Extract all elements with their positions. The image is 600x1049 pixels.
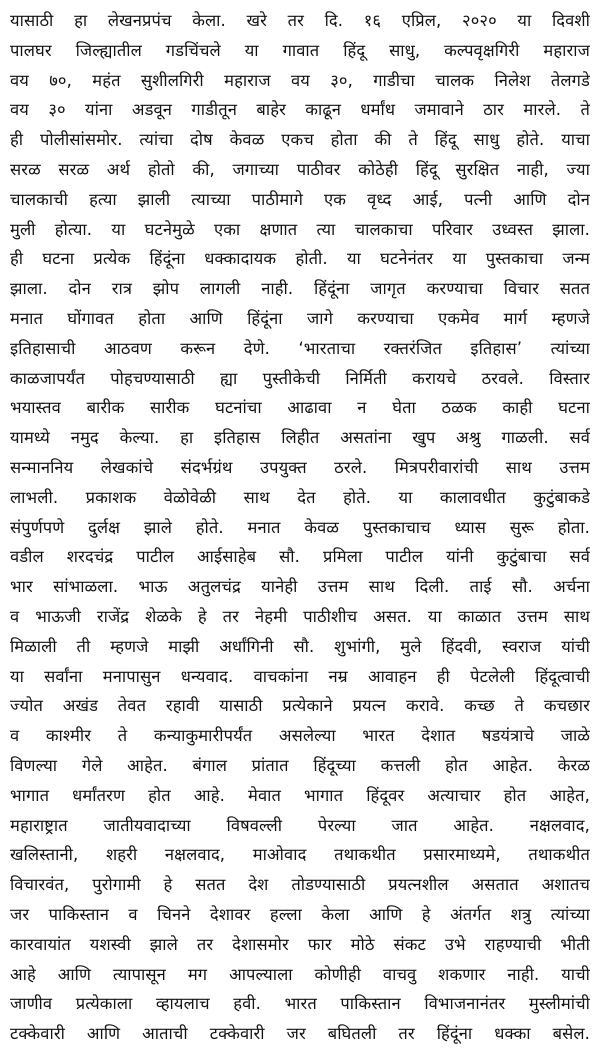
text-line: जर पाकिस्तान व चिनने देशावर हल्ला केला आणि हे अंतर्गत शत्रु त्यांच्या [10, 904, 590, 924]
text-line: व काश्मीर ते कन्याकुमारीपर्यंत असलेल्या भारत देशात षडयंत्राचे जाळे [10, 726, 590, 746]
text-line: पालघर जिल्ह्यातील गडचिंचले या गावात हिंदू साधु, कल्पवृक्षगिरी महाराज [10, 40, 590, 60]
text-line: आहे आणि त्यापासून मग आपल्याला कोणीही वाचवु शकणार नाही. याची [10, 964, 590, 984]
text-line: इतिहासाची आठवण करून देणे. ‘भारताचा रक्तरंजित इतिहास’ त्यांच्या [10, 338, 590, 358]
text-line: खलिस्तानी, शहरी नक्षलवाद, माओवाद तथाकथीत प्रसारमाध्यमे, तथाकथीत [10, 845, 590, 865]
text-line: काळजापर्यंत पोहचण्यासाठी ह्या पुस्तीकेची निर्मिती करायचे ठरवले. विस्तार [10, 368, 590, 388]
text-line: ही पोलीसांसमोर. त्यांचा दोष केवळ एकच होता की ते हिंदू साधु होते. याचा [10, 130, 590, 150]
text-line: भार सांभाळला. भाऊ अतुलचंद्र यानेही उत्तम साथ दिली. ताई सौ. अर्चना [10, 577, 590, 597]
text-line: झाला. दोन रात्र झोप लागली नाही. हिंदूंना जागृत करण्याचा विचार सतत [10, 279, 590, 299]
text-line: व भाऊजी राजेंद्र शेळके हे तर नेहमी पाठीशीच असत. या काळात उत्तम साथ [10, 606, 590, 626]
text-line: संपुर्णपणे दुर्लक्ष झाले होते. मनात केवळ पुस्तकाचाच ध्यास सुरू होता. [10, 517, 590, 537]
text-line: यासाठी हा लेखनप्रपंच केला. खरे तर दि. १६ एप्रिल, २०२० या दिवशी [10, 11, 590, 30]
text-line: भागात धर्मांतरण होत आहे. मेवात भागात हिंदूवर अत्याचार होत आहेत, [10, 785, 590, 805]
text-line: मुली होत्या. या घटनेमुळे एका क्षणात त्या चालकाचा परिवार उध्वस्त झाला. [10, 219, 590, 239]
text-line: चालकाची हत्या झाली त्याच्या पाठीमागे एक वृध्द आई, पत्नी आणि दोन [10, 189, 590, 209]
text-line: मिळाली ती म्हणजे माझी अर्धांगिनी सौ. शुभांगी, मुले हिंदवी, स्वराज यांची [10, 636, 590, 656]
text-line: लाभली. प्रकाशक वेळोवेळी साथ देत होते. या कालावधीत कुटुंबाकडे [10, 487, 590, 507]
text-line: जाणीव प्रत्येकाला व्हायलाच हवी. भारत पाकिस्तान विभाजनानंतर मुस्लीमांची [10, 994, 590, 1014]
text-line: महाराष्ट्रात जातीयवादाच्या विषवल्ली पेरल्या जात आहेत. नक्षलवाद, [10, 815, 590, 835]
text-line: विचारवंत, पुरोगामी हे सतत देश तोडण्यासाठी प्रयत्नशील असतात अशातच [10, 875, 590, 895]
text-line: मनात घोंगावत होता आणि हिंदूंना जागे करण्याचा एकमेव मार्ग म्हणजे [10, 308, 590, 328]
text-line: यामध्ये नमुद केल्या. हा इतिहास लिहीत असतांना खुप अश्रु गाळली. सर्व [10, 428, 590, 448]
text-line: वय ३० यांना अडवून गाडीतून बाहेर काढून धर्मांध जमावाने ठार मारले. ते [10, 100, 590, 120]
text-line: वय ७०, महंत सुशीलगिरी महाराज वय ३०, गाडीचा चालक निलेश तेलगडे [10, 70, 590, 90]
text-line: ज्योत अखंड तेवत रहावी यासाठी प्रत्येकाने प्रयत्न करावे. कच्छ ते कचछार [10, 696, 590, 716]
text-line: विणल्या गेले आहेत. बंगाल प्रांतात हिंदूच्या कत्तली होत आहेत. केरळ [10, 755, 590, 775]
text-line: टक्केवारी आणि आताची टक्केवारी जर बघितली तर हिंदूंना धक्का बसेल. [10, 1024, 590, 1044]
text-line: वडील शरदचंद्र पाटील आईसाहेब सौ. प्रमिला पाटील यांनी कुटुंबाचा सर्व [10, 547, 590, 567]
text-line: सरळ सरळ अर्थ होतो की, जगाच्या पाठीवर कोठेही हिंदू सुरक्षित नाही, ज्या [10, 159, 590, 179]
text-line: भयास्तव बारीक सारीक घटनांचा आढावा न घेता ठळक काही घटना [10, 398, 590, 418]
body-text [10, 6, 590, 1049]
text-line: या सर्वांना मनापासुन धन्यवाद. वाचकांना नम्र आवाहन ही पेटलेली हिंदूत्वाची [10, 666, 590, 686]
text-line: कारवायांत यशस्वी झाले तर देशासमोर फार मोठे संकट उभे राहण्याची भीती [10, 934, 590, 954]
text-line: ही घटना प्रत्येक हिंदूंना धक्कादायक होती. या घटनेनंतर या पुस्तकाचा जन्म [10, 249, 590, 269]
text-line: सन्माननिय लेखकांचे संदर्भग्रंथ उपयुक्त ठरले. मित्रपरीवारांची साथ उत्तम [10, 457, 590, 477]
